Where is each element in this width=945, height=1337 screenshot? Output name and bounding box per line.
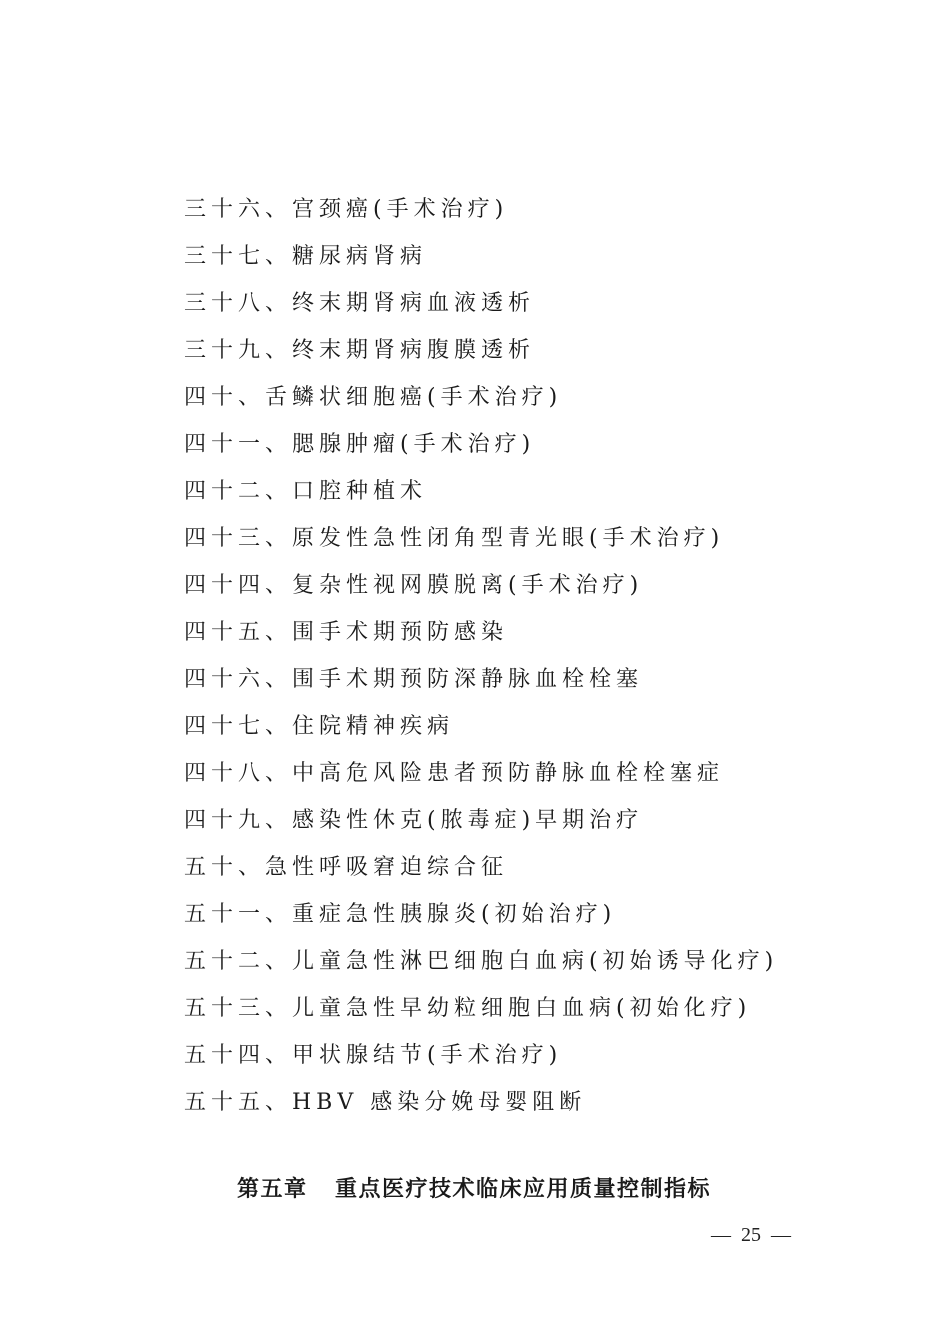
list-item: 四十、舌鳞状细胞癌(手术治疗) — [184, 385, 563, 410]
list-item: 三十九、终末期肾病腹膜透析 — [184, 338, 536, 363]
list-item: 五十一、重症急性胰腺炎(初始治疗) — [184, 902, 617, 927]
list-item: 五十三、儿童急性早幼粒细胞白血病(初始化疗) — [184, 996, 752, 1021]
list-item: 四十六、围手术期预防深静脉血栓栓塞 — [184, 667, 644, 692]
list-item: 五十二、儿童急性淋巴细胞白血病(初始诱导化疗) — [184, 949, 779, 974]
page-number: — 25 — — [711, 1224, 791, 1246]
list-item: 四十四、复杂性视网膜脱离(手术治疗) — [184, 573, 644, 598]
list-item: 五十四、甲状腺结节(手术治疗) — [184, 1043, 563, 1068]
list-item: 四十五、围手术期预防感染 — [184, 620, 509, 645]
chapter-title: 第五章 重点医疗技术临床应用质量控制指标 — [237, 1177, 711, 1202]
list-item: 三十八、终末期肾病血液透析 — [184, 291, 536, 316]
list-item: 四十八、中高危风险患者预防静脉血栓栓塞症 — [184, 761, 725, 786]
list-item: 三十六、宫颈癌(手术治疗) — [184, 197, 509, 222]
list-item: 五十、急性呼吸窘迫综合征 — [184, 855, 509, 880]
list-item: 四十九、感染性休克(脓毒症)早期治疗 — [184, 808, 644, 833]
list-item: 五十五、HBV 感染分娩母婴阻断 — [184, 1090, 587, 1115]
list-item: 四十一、腮腺肿瘤(手术治疗) — [184, 432, 536, 457]
list-item: 三十七、糖尿病肾病 — [184, 244, 428, 269]
list-item: 四十二、口腔种植术 — [184, 479, 428, 504]
list-item: 四十七、住院精神疾病 — [184, 714, 455, 739]
list-item: 四十三、原发性急性闭角型青光眼(手术治疗) — [184, 526, 725, 551]
indicator-list — [184, 186, 778, 1126]
